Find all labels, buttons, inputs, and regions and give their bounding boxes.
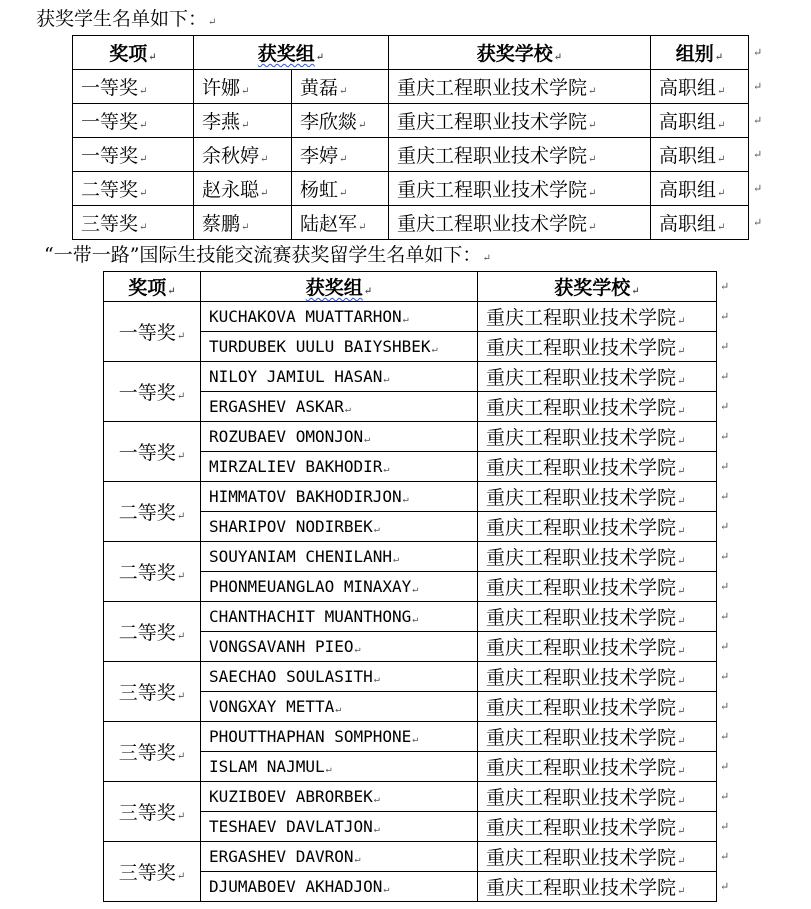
table-row — [104, 662, 717, 692]
school-cell: 重庆工程职业技术学院↵ — [478, 722, 717, 752]
table-row — [73, 172, 749, 206]
row-end-mark-icon: ↵ — [720, 279, 730, 293]
table-row — [73, 138, 749, 172]
school-cell: 重庆工程职业技术学院↵ — [478, 842, 717, 872]
student-name-cell: PHONMEUANGLAO MINAXAY↵ — [201, 572, 478, 602]
row-end-mark-icon: ↵ — [720, 459, 730, 473]
prize-cell: 二等奖↵ — [104, 602, 201, 662]
heading-award-list-text: 获奖学生名单如下： — [36, 8, 208, 30]
table-row — [104, 422, 717, 452]
table-row — [104, 542, 717, 572]
row-end-mark-icon: ↵ — [720, 339, 730, 353]
row-end-mark-icon: ↵ — [720, 729, 730, 743]
paragraph-mark-icon: ↵ — [482, 253, 491, 264]
row-end-mark-icon: ↵ — [753, 147, 763, 161]
row-end-mark-icon: ↵ — [720, 819, 730, 833]
row-end-mark-icon: ↵ — [720, 849, 730, 863]
heading-belt-road-list-text: “一带一路”国际生技能交流赛获奖留学生名单如下： — [44, 244, 482, 266]
school-cell: 重庆工程职业技术学院↵ — [478, 302, 717, 332]
row-end-mark-icon: ↵ — [753, 79, 763, 93]
student-name-cell: HIMMATOV BAKHODIRJON↵ — [201, 482, 478, 512]
prize-cell: 三等奖↵ — [73, 206, 194, 240]
row-end-mark-icon: ↵ — [720, 879, 730, 893]
category-cell: 高职组↵ — [651, 206, 749, 240]
school-cell: 重庆工程职业技术学院↵ — [389, 172, 651, 206]
prize-cell: 一等奖↵ — [104, 362, 201, 422]
prize-cell: 三等奖↵ — [104, 782, 201, 842]
header-group: 获奖组↵ — [201, 272, 478, 302]
intl-award-table — [103, 271, 717, 902]
school-cell: 重庆工程职业技术学院↵ — [478, 512, 717, 542]
school-cell: 重庆工程职业技术学院↵ — [478, 872, 717, 902]
member-cell: 陆赵军↵ — [292, 206, 389, 240]
student-name-cell: SHARIPOV NODIRBEK↵ — [201, 512, 478, 542]
header-prize: 奖项↵ — [73, 36, 194, 70]
student-name-cell: KUZIBOEV ABRORBEK↵ — [201, 782, 478, 812]
member-cell: 李燕↵ — [194, 104, 292, 138]
student-name-cell: VONGXAY METTA↵ — [201, 692, 478, 722]
row-end-mark-icon: ↵ — [720, 669, 730, 683]
row-end-mark-icon: ↵ — [720, 309, 730, 323]
prize-cell: 三等奖↵ — [104, 842, 201, 902]
heading-belt-road-list — [44, 244, 491, 270]
prize-cell: 二等奖↵ — [104, 542, 201, 602]
table-row — [104, 722, 717, 752]
row-end-mark-icon: ↵ — [753, 215, 763, 229]
row-end-mark-icon: ↵ — [753, 181, 763, 195]
school-cell: 重庆工程职业技术学院↵ — [478, 692, 717, 722]
prize-cell: 一等奖↵ — [104, 302, 201, 362]
student-name-cell: ERGASHEV DAVRON↵ — [201, 842, 478, 872]
row-end-mark-icon: ↵ — [720, 369, 730, 383]
student-name-cell: KUCHAKOVA MUATTARHON↵ — [201, 302, 478, 332]
header-prize: 奖项↵ — [104, 272, 201, 302]
award-table — [72, 35, 749, 240]
row-end-mark-icon: ↵ — [720, 699, 730, 713]
row-end-mark-icon: ↵ — [720, 399, 730, 413]
member-cell: 余秋婷↵ — [194, 138, 292, 172]
school-cell: 重庆工程职业技术学院↵ — [478, 752, 717, 782]
school-cell: 重庆工程职业技术学院↵ — [389, 206, 651, 240]
school-cell: 重庆工程职业技术学院↵ — [389, 138, 651, 172]
row-end-mark-icon: ↵ — [720, 489, 730, 503]
table-row — [104, 482, 717, 512]
table-row — [73, 206, 749, 240]
row-end-mark-icon: ↵ — [720, 639, 730, 653]
prize-cell: 三等奖↵ — [104, 722, 201, 782]
row-end-mark-icon: ↵ — [753, 113, 763, 127]
table-row — [73, 104, 749, 138]
student-name-cell: VONGSAVANH PIEO↵ — [201, 632, 478, 662]
school-cell: 重庆工程职业技术学院↵ — [478, 632, 717, 662]
school-cell: 重庆工程职业技术学院↵ — [478, 452, 717, 482]
member-cell: 许娜↵ — [194, 70, 292, 104]
school-cell: 重庆工程职业技术学院↵ — [478, 362, 717, 392]
school-cell: 重庆工程职业技术学院↵ — [389, 104, 651, 138]
student-name-cell: PHOUTTHAPHAN SOMPHONE↵ — [201, 722, 478, 752]
student-name-cell: SAECHAO SOULASITH↵ — [201, 662, 478, 692]
school-cell: 重庆工程职业技术学院↵ — [478, 422, 717, 452]
school-cell: 重庆工程职业技术学院↵ — [478, 482, 717, 512]
school-cell: 重庆工程职业技术学院↵ — [478, 602, 717, 632]
row-end-mark-icon: ↵ — [720, 429, 730, 443]
category-cell: 高职组↵ — [651, 104, 749, 138]
school-cell: 重庆工程职业技术学院↵ — [478, 542, 717, 572]
student-name-cell: ISLAM NAJMUL↵ — [201, 752, 478, 782]
header-school: 获奖学校↵ — [389, 36, 651, 70]
table-row — [104, 782, 717, 812]
row-end-mark-icon: ↵ — [720, 519, 730, 533]
paragraph-mark-icon: ↵ — [208, 17, 217, 28]
table-row — [73, 70, 749, 104]
row-end-mark-icon: ↵ — [720, 609, 730, 623]
school-cell: 重庆工程职业技术学院↵ — [389, 70, 651, 104]
heading-award-list — [36, 8, 216, 34]
row-end-mark-icon: ↵ — [720, 579, 730, 593]
student-name-cell: DJUMABOEV AKHADJON↵ — [201, 872, 478, 902]
prize-cell: 三等奖↵ — [104, 662, 201, 722]
school-cell: 重庆工程职业技术学院↵ — [478, 572, 717, 602]
student-name-cell: CHANTHACHIT MUANTHONG↵ — [201, 602, 478, 632]
row-end-mark-icon: ↵ — [720, 759, 730, 773]
header-school: 获奖学校↵ — [478, 272, 717, 302]
prize-cell: 一等奖↵ — [73, 138, 194, 172]
school-cell: 重庆工程职业技术学院↵ — [478, 332, 717, 362]
prize-cell: 二等奖↵ — [104, 482, 201, 542]
row-end-mark-icon: ↵ — [753, 45, 763, 59]
member-cell: 李婷↵ — [292, 138, 389, 172]
table-row — [104, 602, 717, 632]
school-cell: 重庆工程职业技术学院↵ — [478, 392, 717, 422]
school-cell: 重庆工程职业技术学院↵ — [478, 812, 717, 842]
table-row — [104, 842, 717, 872]
header-group: 获奖组↵ — [194, 36, 389, 70]
member-cell: 杨虹↵ — [292, 172, 389, 206]
category-cell: 高职组↵ — [651, 138, 749, 172]
row-end-mark-icon: ↵ — [720, 549, 730, 563]
prize-cell: 一等奖↵ — [104, 422, 201, 482]
student-name-cell: NILOY JAMIUL HASAN↵ — [201, 362, 478, 392]
member-cell: 蔡鹏↵ — [194, 206, 292, 240]
student-name-cell: SOUYANIAM CHENILANH↵ — [201, 542, 478, 572]
school-cell: 重庆工程职业技术学院↵ — [478, 662, 717, 692]
prize-cell: 二等奖↵ — [73, 172, 194, 206]
student-name-cell: TESHAEV DAVLATJON↵ — [201, 812, 478, 842]
intl-table-header-row — [104, 272, 717, 302]
student-name-cell: ROZUBAEV OMONJON↵ — [201, 422, 478, 452]
prize-cell: 一等奖↵ — [73, 70, 194, 104]
category-cell: 高职组↵ — [651, 70, 749, 104]
row-end-mark-icon: ↵ — [720, 789, 730, 803]
student-name-cell: TURDUBEK UULU BAIYSHBEK↵ — [201, 332, 478, 362]
award-table-header-row — [73, 36, 749, 70]
table-row — [104, 302, 717, 332]
header-category: 组别↵ — [651, 36, 749, 70]
member-cell: 李欣燚↵ — [292, 104, 389, 138]
category-cell: 高职组↵ — [651, 172, 749, 206]
table-row — [104, 362, 717, 392]
prize-cell: 一等奖↵ — [73, 104, 194, 138]
student-name-cell: MIRZALIEV BAKHODIR↵ — [201, 452, 478, 482]
student-name-cell: ERGASHEV ASKAR↵ — [201, 392, 478, 422]
member-cell: 赵永聪↵ — [194, 172, 292, 206]
member-cell: 黄磊↵ — [292, 70, 389, 104]
school-cell: 重庆工程职业技术学院↵ — [478, 782, 717, 812]
